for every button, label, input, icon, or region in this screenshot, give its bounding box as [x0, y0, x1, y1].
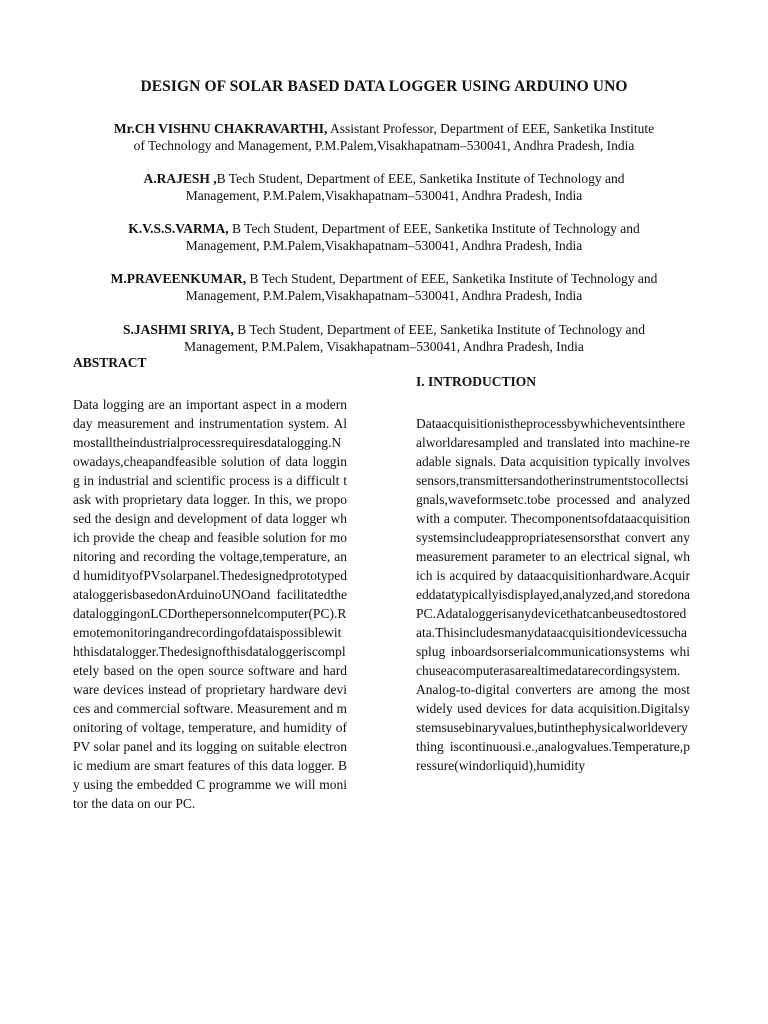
author-affiliation-line2: of Technology and Management, P.M.Palem,Visakhapatnam–530041, Andhra Pradesh, India: [133, 138, 635, 153]
author-affiliation-line2: Management, P.M.Palem,Visakhapatnam–530041, Andhra Pradesh, India: [185, 238, 583, 253]
introduction-text: Dataacquisitionistheprocessbywhicheventsintherealworldaresampled and translated into machine-readable signals. Data acquisition typically involves sensors,transmittersandotherinstrumentstocollectsignals,waveformsetc.tobe processed and analyzed with a computer. Thecomponentsofdataacquisitionsystemsincludeappropriatesensorsthat convert any measurement parameter to an electrical signal, which is acquired by dataacquisitionhardware.Acquireddatatypicallyisdisplayed,analyzed,and storedonaPC.Adataloggerisanydevicethatcanbeusedtostoredata.Thisincludesmanydataacquisitiondevicessuchasplug inboardsorserialcommunicationsystems whichuseacomputerasarealtimedatarecordingsystem. Analog-to-digital converters are among the most widely used devices for data acquisition.Digitalsystemsusebinaryvalues,butinthephysicalworldeverything iscontinuousi.e.,analogvalues.Temperature,pressure(windorliquid),humidity: [416, 416, 690, 773]
author-affiliation-line1: Assistant Professor, Department of EEE, Sanketika Institute: [327, 121, 655, 136]
author-affiliation-line1: B Tech Student, Department of EEE, Sanketika Institute of Technology and: [228, 221, 640, 236]
abstract-column: [73, 395, 347, 813]
author-block-2: [60, 170, 708, 204]
author-name: M.PRAVEENKUMAR,: [110, 271, 247, 286]
author-block-4: [60, 270, 708, 304]
author-affiliation-line1: B Tech Student, Department of EEE, Sanketika Institute of Technology and: [233, 322, 646, 337]
abstract-heading: ABSTRACT: [73, 355, 147, 370]
author-affiliation-line2: Management, P.M.Palem,Visakhapatnam–530041, Andhra Pradesh, India: [185, 188, 583, 203]
author-block-3: [60, 220, 708, 254]
abstract-text: Data logging are an important aspect in a modern day measurement and instrumentation system. Almostalltheindustrialprocessrequiresdatalogging.Nowadays,cheapandfeasible solution of data logging in industrial and scientific process is a difficult task with proprietary data logger. In this, we proposed the design and development of data logger which provide the cheap and feasible solution for monitoring and recording the voltage,temperature, and humidityofPVsolarpanel.ThedesignedprototypedataloggerisbasedonArduinoUNOand facilitatedthedataloggingonLCDorthepersonnelcomputer(PC).Remotemonitoringandrecordingofdataispossiblewiththisdatalogger.Thedesignofthisdataloggeriscompletely based on the open source software and hardware devices instead of proprietary hardware devices and commercial software. Measurement and monitoring of voltage, temperature, and humidity of PV solar panel and its logging on suitable electronic medium are smart features of this data logger. By using the embedded C programme we will monitor the data on our PC.: [73, 397, 348, 811]
author-name: Mr.CH VISHNU CHAKRAVARTHI,: [113, 121, 328, 136]
author-name: A.RAJESH ,: [143, 171, 217, 186]
introduction-column: [416, 414, 690, 775]
author-affiliation-line2: Management, P.M.Palem,Visakhapatnam–530041, Andhra Pradesh, India: [185, 288, 583, 303]
author-affiliation-line1: B Tech Student, Department of EEE, Sanketika Institute of Technology and: [246, 271, 658, 286]
author-name: S.JASHMI SRIYA,: [122, 322, 234, 337]
author-affiliation-line1: B Tech Student, Department of EEE, Sanketika Institute of Technology and: [216, 171, 625, 186]
author-block-5: [60, 321, 708, 355]
introduction-heading: I. INTRODUCTION: [416, 374, 537, 389]
author-name: K.V.S.S.VARMA,: [128, 221, 229, 236]
author-affiliation-line2: Management, P.M.Palem, Visakhapatnam–530041, Andhra Pradesh, India: [184, 339, 584, 354]
author-block-1: [60, 120, 708, 154]
paper-title: DESIGN OF SOLAR BASED DATA LOGGER USING ARDUINO UNO: [140, 78, 628, 95]
